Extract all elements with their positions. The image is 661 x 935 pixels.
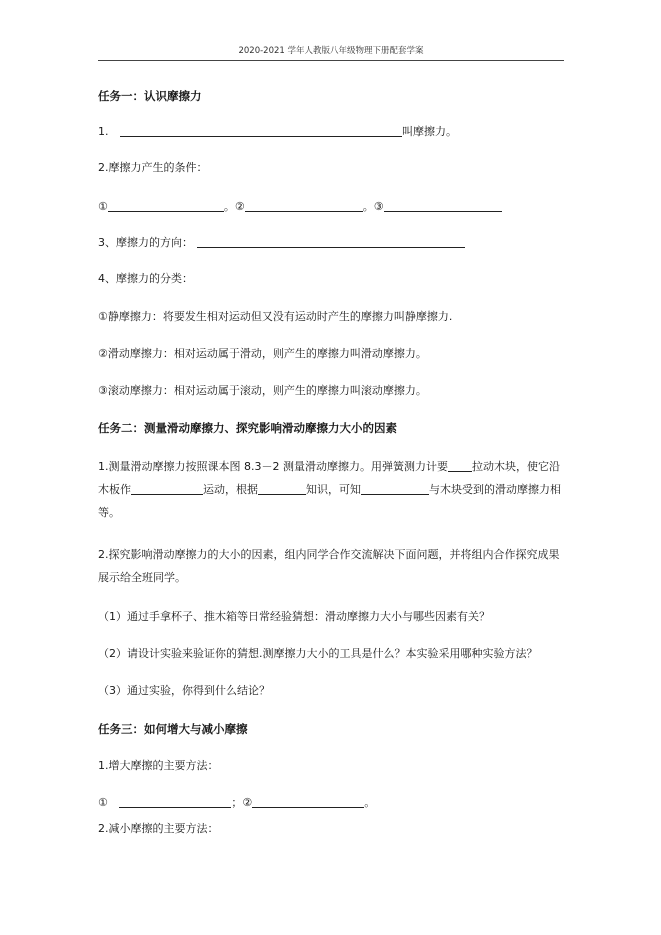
p1-part-c: 运动，根据	[203, 483, 258, 496]
condition-1-blank[interactable]	[108, 199, 224, 212]
p1-blank-1[interactable]	[448, 459, 472, 472]
p1-part-b: 拉动木块，使它沿木板作	[98, 460, 560, 496]
condition-3-label: 。③	[362, 200, 384, 213]
task1-conditions	[98, 199, 502, 214]
q1-prefix: 1.	[98, 125, 109, 138]
method-1-label: ①	[98, 796, 108, 809]
condition-2-label: 。②	[223, 200, 245, 213]
p1-part-e: 与木块受到的滑动摩擦力相等。	[98, 483, 561, 519]
task3-question-2: 2.减小摩擦的主要方法：	[98, 822, 219, 835]
p1-blank-3[interactable]	[258, 482, 306, 495]
page-header: 2020-2021 学年人教版八年级物理下册配套学案	[98, 44, 564, 61]
task1-question-1	[98, 124, 457, 139]
p1-blank-2[interactable]	[131, 482, 203, 495]
task3-methods	[98, 795, 375, 810]
q3-label: 3、摩擦力的方向：	[98, 236, 193, 249]
condition-1-label: ①	[98, 200, 108, 213]
task2-sub-2: （2）请设计实验来验证你的猜想.测摩擦力大小的工具是什么？本实验采用哪种实验方法？	[98, 647, 538, 660]
task2-paragraph-1	[98, 455, 564, 524]
sliding-friction-text: ②滑动摩擦力：相对运动属于滑动，则产生的摩擦力叫滑动摩擦力。	[98, 347, 427, 360]
rolling-friction-text: ③滚动摩擦力：相对运动属于滚动，则产生的摩擦力叫滚动摩擦力。	[98, 384, 427, 397]
task1-heading: 任务一：认识摩擦力	[98, 89, 202, 103]
q1-blank[interactable]	[120, 124, 402, 137]
method-1-blank[interactable]	[119, 795, 231, 808]
task1-question-4: 4、摩擦力的分类：	[98, 272, 193, 285]
q3-blank[interactable]	[197, 235, 465, 248]
static-friction-text: ①静摩擦力：将要发生相对运动但又没有运动时产生的摩擦力叫静摩擦力.	[98, 310, 453, 323]
p1-part-a: 1.测量滑动摩擦力按照课本图 8.3－2 测量滑动摩擦力。用弹簧测力计要	[98, 460, 448, 473]
p1-blank-4[interactable]	[361, 482, 429, 495]
task2-heading: 任务二：测量滑动摩擦力、探究影响滑动摩擦力大小的因素	[98, 421, 397, 435]
p1-part-d: 知识，可知	[306, 483, 361, 496]
condition-3-blank[interactable]	[384, 199, 502, 212]
task3-heading: 任务三：如何增大与减小摩擦	[98, 722, 248, 736]
condition-2-blank[interactable]	[245, 199, 363, 212]
task3-question-1: 1.增大摩擦的主要方法：	[98, 759, 219, 772]
method-2-label: ；②	[231, 796, 253, 809]
task1-question-2: 2.摩擦力产生的条件：	[98, 161, 208, 174]
q1-suffix: 叫摩擦力。	[402, 125, 457, 138]
method-end: 。	[364, 796, 376, 809]
method-2-blank[interactable]	[252, 795, 364, 808]
task1-question-3	[98, 235, 465, 250]
task2-paragraph-2: 2.探究影响滑动摩擦力的大小的因素，组内同学合作交流解决下面问题，并将组内合作探究成果展示给全班同学。	[98, 548, 560, 584]
task2-sub-1: （1）通过手拿杯子、推木箱等日常经验猜想：滑动摩擦力大小与哪些因素有关？	[98, 610, 490, 623]
task2-sub-3: （3）通过实验，你得到什么结论？	[98, 684, 270, 697]
